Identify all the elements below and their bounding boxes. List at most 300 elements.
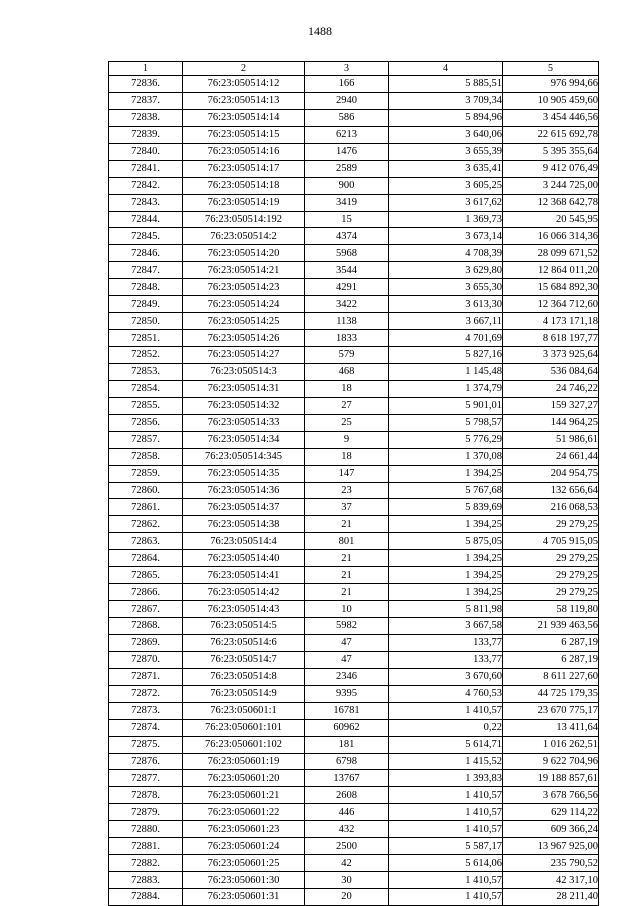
- rate-cell: 5 901,01: [389, 397, 503, 414]
- row-number-cell: 72882.: [109, 855, 183, 872]
- row-number-cell: 72860.: [109, 482, 183, 499]
- rate-cell: 5 776,29: [389, 431, 503, 448]
- row-number-cell: 72840.: [109, 143, 183, 160]
- value-cell: 58 119,80: [503, 601, 599, 618]
- row-number-cell: 72856.: [109, 414, 183, 431]
- cadastral-number-cell: 76:23:050514:2: [183, 228, 305, 245]
- value-cell: 28 211,40: [503, 889, 599, 906]
- area-cell: 3419: [305, 194, 389, 211]
- area-cell: 5982: [305, 618, 389, 635]
- column-header-1: 1: [109, 62, 183, 76]
- area-cell: 13767: [305, 770, 389, 787]
- cadastral-number-cell: 76:23:050514:43: [183, 601, 305, 618]
- row-number-cell: 72838.: [109, 109, 183, 126]
- table-row: [109, 651, 599, 668]
- row-number-cell: 72848.: [109, 279, 183, 296]
- table-row: [109, 92, 599, 109]
- rate-cell: 3 670,60: [389, 668, 503, 685]
- table-row: [109, 262, 599, 279]
- area-cell: 801: [305, 533, 389, 550]
- value-cell: 3 678 766,56: [503, 787, 599, 804]
- cadastral-number-cell: 76:23:050514:24: [183, 296, 305, 313]
- value-cell: 216 068,53: [503, 499, 599, 516]
- row-number-cell: 72863.: [109, 533, 183, 550]
- rate-cell: 5 827,16: [389, 347, 503, 364]
- value-cell: 22 615 692,78: [503, 126, 599, 143]
- value-cell: 29 279,25: [503, 584, 599, 601]
- area-cell: 47: [305, 651, 389, 668]
- value-cell: 235 790,52: [503, 855, 599, 872]
- table-row: [109, 76, 599, 93]
- cadastral-number-cell: 76:23:050601:30: [183, 872, 305, 889]
- rate-cell: 1 394,25: [389, 584, 503, 601]
- row-number-cell: 72874.: [109, 719, 183, 736]
- table-row: [109, 787, 599, 804]
- area-cell: 2346: [305, 668, 389, 685]
- table-row: [109, 889, 599, 906]
- table-row: [109, 770, 599, 787]
- value-cell: 159 327,27: [503, 397, 599, 414]
- row-number-cell: 72846.: [109, 245, 183, 262]
- row-number-cell: 72881.: [109, 838, 183, 855]
- table-row: [109, 194, 599, 211]
- rate-cell: 1 369,73: [389, 211, 503, 228]
- column-header-5: 5: [503, 62, 599, 76]
- row-number-cell: 72855.: [109, 397, 183, 414]
- row-number-cell: 72853.: [109, 363, 183, 380]
- area-cell: 147: [305, 465, 389, 482]
- area-cell: 21: [305, 584, 389, 601]
- value-cell: 24 746,22: [503, 380, 599, 397]
- rate-cell: 5 839,69: [389, 499, 503, 516]
- value-cell: 24 661,44: [503, 448, 599, 465]
- table-row: [109, 313, 599, 330]
- table-row: [109, 279, 599, 296]
- area-cell: 18: [305, 448, 389, 465]
- cadastral-number-cell: 76:23:050514:27: [183, 347, 305, 364]
- row-number-cell: 72847.: [109, 262, 183, 279]
- value-cell: 3 373 925,64: [503, 347, 599, 364]
- cadastral-number-cell: 76:23:050601:25: [183, 855, 305, 872]
- rate-cell: 4 701,69: [389, 330, 503, 347]
- rate-cell: 5 811,98: [389, 601, 503, 618]
- value-cell: 6 287,19: [503, 634, 599, 651]
- table-row: [109, 363, 599, 380]
- area-cell: 2608: [305, 787, 389, 804]
- cadastral-number-cell: 76:23:050514:20: [183, 245, 305, 262]
- cadastral-number-cell: 76:23:050514:9: [183, 685, 305, 702]
- rate-cell: 1 145,48: [389, 363, 503, 380]
- value-cell: 29 279,25: [503, 516, 599, 533]
- rate-cell: 133,77: [389, 634, 503, 651]
- table-row: [109, 584, 599, 601]
- area-cell: 1138: [305, 313, 389, 330]
- table-row: [109, 397, 599, 414]
- value-cell: 20 545,95: [503, 211, 599, 228]
- rate-cell: 3 655,39: [389, 143, 503, 160]
- value-cell: 23 670 775,17: [503, 702, 599, 719]
- rate-cell: 5 798,57: [389, 414, 503, 431]
- table-row: [109, 296, 599, 313]
- row-number-cell: 72878.: [109, 787, 183, 804]
- table-row: [109, 567, 599, 584]
- value-cell: 3 454 446,56: [503, 109, 599, 126]
- cadastral-number-cell: 76:23:050601:20: [183, 770, 305, 787]
- area-cell: 9395: [305, 685, 389, 702]
- area-cell: 21: [305, 567, 389, 584]
- row-number-cell: 72837.: [109, 92, 183, 109]
- table-row: [109, 719, 599, 736]
- row-number-cell: 72884.: [109, 889, 183, 906]
- table-row: [109, 838, 599, 855]
- area-cell: 15: [305, 211, 389, 228]
- value-cell: 10 905 459,60: [503, 92, 599, 109]
- area-cell: 6798: [305, 753, 389, 770]
- rate-cell: 3 655,30: [389, 279, 503, 296]
- value-cell: 204 954,75: [503, 465, 599, 482]
- rate-cell: 3 640,06: [389, 126, 503, 143]
- row-number-cell: 72845.: [109, 228, 183, 245]
- table-row: [109, 160, 599, 177]
- value-cell: 28 099 671,52: [503, 245, 599, 262]
- cadastral-number-cell: 76:23:050514:5: [183, 618, 305, 635]
- area-cell: 37: [305, 499, 389, 516]
- area-cell: 2940: [305, 92, 389, 109]
- row-number-cell: 72854.: [109, 380, 183, 397]
- table-row: [109, 804, 599, 821]
- table-row: [109, 736, 599, 753]
- table-row: [109, 753, 599, 770]
- rate-cell: 3 667,11: [389, 313, 503, 330]
- header-row: [109, 62, 599, 76]
- table-row: [109, 177, 599, 194]
- area-cell: 1476: [305, 143, 389, 160]
- area-cell: 468: [305, 363, 389, 380]
- row-number-cell: 72870.: [109, 651, 183, 668]
- table-row: [109, 431, 599, 448]
- area-cell: 21: [305, 516, 389, 533]
- rate-cell: 3 667,58: [389, 618, 503, 635]
- cadastral-number-cell: 76:23:050514:3: [183, 363, 305, 380]
- rate-cell: 0,22: [389, 719, 503, 736]
- area-cell: 900: [305, 177, 389, 194]
- row-number-cell: 72864.: [109, 550, 183, 567]
- rate-cell: 1 410,57: [389, 889, 503, 906]
- row-number-cell: 72836.: [109, 76, 183, 93]
- table-row: [109, 448, 599, 465]
- table-row: [109, 211, 599, 228]
- cadastral-number-cell: 76:23:050601:19: [183, 753, 305, 770]
- row-number-cell: 72880.: [109, 821, 183, 838]
- rate-cell: 5 894,96: [389, 109, 503, 126]
- area-cell: 4374: [305, 228, 389, 245]
- cadastral-number-cell: 76:23:050514:31: [183, 380, 305, 397]
- row-number-cell: 72867.: [109, 601, 183, 618]
- table-row: [109, 228, 599, 245]
- rate-cell: 3 617,62: [389, 194, 503, 211]
- rate-cell: 1 394,25: [389, 516, 503, 533]
- table-row: [109, 634, 599, 651]
- table-row: [109, 482, 599, 499]
- cadastral-number-cell: 76:23:050514:6: [183, 634, 305, 651]
- table-row: [109, 601, 599, 618]
- value-cell: 15 684 892,30: [503, 279, 599, 296]
- value-cell: 12 864 011,20: [503, 262, 599, 279]
- cadastral-number-cell: 76:23:050514:35: [183, 465, 305, 482]
- value-cell: 16 066 314,36: [503, 228, 599, 245]
- row-number-cell: 72842.: [109, 177, 183, 194]
- row-number-cell: 72875.: [109, 736, 183, 753]
- cadastral-number-cell: 76:23:050514:192: [183, 211, 305, 228]
- rate-cell: 3 635,41: [389, 160, 503, 177]
- value-cell: 4 173 171,18: [503, 313, 599, 330]
- cadastral-number-cell: 76:23:050514:26: [183, 330, 305, 347]
- row-number-cell: 72852.: [109, 347, 183, 364]
- cadastral-number-cell: 76:23:050514:19: [183, 194, 305, 211]
- row-number-cell: 72869.: [109, 634, 183, 651]
- cadastral-number-cell: 76:23:050514:8: [183, 668, 305, 685]
- cadastral-number-cell: 76:23:050601:24: [183, 838, 305, 855]
- cadastral-number-cell: 76:23:050514:13: [183, 92, 305, 109]
- area-cell: 5968: [305, 245, 389, 262]
- cadastral-number-cell: 76:23:050514:4: [183, 533, 305, 550]
- area-cell: 586: [305, 109, 389, 126]
- row-number-cell: 72850.: [109, 313, 183, 330]
- value-cell: 13 411,64: [503, 719, 599, 736]
- table-row: [109, 330, 599, 347]
- table-row: [109, 550, 599, 567]
- value-cell: 51 986,61: [503, 431, 599, 448]
- area-cell: 579: [305, 347, 389, 364]
- column-header-3: 3: [305, 62, 389, 76]
- value-cell: 3 244 725,00: [503, 177, 599, 194]
- rate-cell: 3 673,14: [389, 228, 503, 245]
- rate-cell: 1 410,57: [389, 787, 503, 804]
- cadastral-number-cell: 76:23:050514:41: [183, 567, 305, 584]
- rate-cell: 3 629,80: [389, 262, 503, 279]
- value-cell: 44 725 179,35: [503, 685, 599, 702]
- area-cell: 30: [305, 872, 389, 889]
- cadastral-number-cell: 76:23:050601:1: [183, 702, 305, 719]
- rate-cell: 5 875,05: [389, 533, 503, 550]
- cadastral-number-cell: 76:23:050514:7: [183, 651, 305, 668]
- area-cell: 446: [305, 804, 389, 821]
- table-row: [109, 702, 599, 719]
- rate-cell: 133,77: [389, 651, 503, 668]
- rate-cell: 5 767,68: [389, 482, 503, 499]
- area-cell: 16781: [305, 702, 389, 719]
- cadastral-number-cell: 76:23:050514:345: [183, 448, 305, 465]
- row-number-cell: 72879.: [109, 804, 183, 821]
- row-number-cell: 72873.: [109, 702, 183, 719]
- table-row: [109, 414, 599, 431]
- value-cell: 976 994,66: [503, 76, 599, 93]
- row-number-cell: 72868.: [109, 618, 183, 635]
- cadastral-number-cell: 76:23:050514:33: [183, 414, 305, 431]
- value-cell: 132 656,64: [503, 482, 599, 499]
- rate-cell: 3 605,25: [389, 177, 503, 194]
- row-number-cell: 72849.: [109, 296, 183, 313]
- cadastral-number-cell: 76:23:050601:23: [183, 821, 305, 838]
- value-cell: 9 412 076,49: [503, 160, 599, 177]
- cadastral-number-cell: 76:23:050514:17: [183, 160, 305, 177]
- value-cell: 609 366,24: [503, 821, 599, 838]
- rate-cell: 1 410,57: [389, 821, 503, 838]
- value-cell: 13 967 925,00: [503, 838, 599, 855]
- area-cell: 60962: [305, 719, 389, 736]
- cadastral-number-cell: 76:23:050514:32: [183, 397, 305, 414]
- area-cell: 10: [305, 601, 389, 618]
- table-row: [109, 516, 599, 533]
- cadastral-number-cell: 76:23:050601:102: [183, 736, 305, 753]
- rate-cell: 1 393,83: [389, 770, 503, 787]
- cadastral-number-cell: 76:23:050514:21: [183, 262, 305, 279]
- table-row: [109, 685, 599, 702]
- area-cell: 27: [305, 397, 389, 414]
- value-cell: 12 368 642,78: [503, 194, 599, 211]
- cadastral-number-cell: 76:23:050514:15: [183, 126, 305, 143]
- table-row: [109, 347, 599, 364]
- value-cell: 29 279,25: [503, 567, 599, 584]
- rate-cell: 1 394,25: [389, 567, 503, 584]
- value-cell: 4 705 915,05: [503, 533, 599, 550]
- area-cell: 3422: [305, 296, 389, 313]
- row-number-cell: 72877.: [109, 770, 183, 787]
- page-number: 1488: [308, 24, 332, 38]
- cadastral-number-cell: 76:23:050514:16: [183, 143, 305, 160]
- table-row: [109, 465, 599, 482]
- area-cell: 18: [305, 380, 389, 397]
- value-cell: 9 622 704,96: [503, 753, 599, 770]
- row-number-cell: 72872.: [109, 685, 183, 702]
- row-number-cell: 72858.: [109, 448, 183, 465]
- area-cell: 21: [305, 550, 389, 567]
- area-cell: 9: [305, 431, 389, 448]
- rate-cell: 1 370,08: [389, 448, 503, 465]
- row-number-cell: 72883.: [109, 872, 183, 889]
- area-cell: 47: [305, 634, 389, 651]
- row-number-cell: 72865.: [109, 567, 183, 584]
- rate-cell: 3 709,34: [389, 92, 503, 109]
- cadastral-number-cell: 76:23:050514:12: [183, 76, 305, 93]
- value-cell: 12 364 712,60: [503, 296, 599, 313]
- row-number-cell: 72866.: [109, 584, 183, 601]
- row-number-cell: 72871.: [109, 668, 183, 685]
- cadastral-number-cell: 76:23:050514:37: [183, 499, 305, 516]
- table-row: [109, 872, 599, 889]
- rate-cell: 4 708,39: [389, 245, 503, 262]
- area-cell: 166: [305, 76, 389, 93]
- table-row: [109, 821, 599, 838]
- area-cell: 6213: [305, 126, 389, 143]
- area-cell: 432: [305, 821, 389, 838]
- rate-cell: 5 587,17: [389, 838, 503, 855]
- table-row: [109, 380, 599, 397]
- value-cell: 21 939 463,56: [503, 618, 599, 635]
- rate-cell: 1 394,25: [389, 550, 503, 567]
- cadastral-number-cell: 76:23:050514:42: [183, 584, 305, 601]
- table-row: [109, 143, 599, 160]
- table-row: [109, 618, 599, 635]
- row-number-cell: 72839.: [109, 126, 183, 143]
- area-cell: 2500: [305, 838, 389, 855]
- area-cell: 25: [305, 414, 389, 431]
- row-number-cell: 72859.: [109, 465, 183, 482]
- cadastral-number-cell: 76:23:050514:14: [183, 109, 305, 126]
- table-row: [109, 668, 599, 685]
- row-number-cell: 72841.: [109, 160, 183, 177]
- table-row: [109, 109, 599, 126]
- cadastral-number-cell: 76:23:050514:38: [183, 516, 305, 533]
- rate-cell: 1 410,57: [389, 702, 503, 719]
- rate-cell: 1 410,57: [389, 804, 503, 821]
- rate-cell: 4 760,53: [389, 685, 503, 702]
- cadastral-number-cell: 76:23:050514:36: [183, 482, 305, 499]
- row-number-cell: 72876.: [109, 753, 183, 770]
- value-cell: 1 016 262,51: [503, 736, 599, 753]
- value-cell: 8 611 227,60: [503, 668, 599, 685]
- table-row: [109, 126, 599, 143]
- rate-cell: 5 885,51: [389, 76, 503, 93]
- area-cell: 42: [305, 855, 389, 872]
- rate-cell: 3 613,30: [389, 296, 503, 313]
- area-cell: 2589: [305, 160, 389, 177]
- rate-cell: 1 374,79: [389, 380, 503, 397]
- cadastral-value-table: [108, 61, 599, 906]
- cadastral-number-cell: 76:23:050601:31: [183, 889, 305, 906]
- column-header-4: 4: [389, 62, 503, 76]
- value-cell: 6 287,19: [503, 651, 599, 668]
- value-cell: 29 279,25: [503, 550, 599, 567]
- cadastral-number-cell: 76:23:050514:40: [183, 550, 305, 567]
- rate-cell: 1 415,52: [389, 753, 503, 770]
- row-number-cell: 72843.: [109, 194, 183, 211]
- row-number-cell: 72857.: [109, 431, 183, 448]
- value-cell: 19 188 857,61: [503, 770, 599, 787]
- area-cell: 181: [305, 736, 389, 753]
- area-cell: 23: [305, 482, 389, 499]
- value-cell: 536 084,64: [503, 363, 599, 380]
- rate-cell: 5 614,06: [389, 855, 503, 872]
- rate-cell: 5 614,71: [389, 736, 503, 753]
- area-cell: 1833: [305, 330, 389, 347]
- cadastral-number-cell: 76:23:050601:22: [183, 804, 305, 821]
- column-header-2: 2: [183, 62, 305, 76]
- value-cell: 144 964,25: [503, 414, 599, 431]
- cadastral-number-cell: 76:23:050514:25: [183, 313, 305, 330]
- cadastral-number-cell: 76:23:050514:34: [183, 431, 305, 448]
- cadastral-number-cell: 76:23:050514:18: [183, 177, 305, 194]
- row-number-cell: 72861.: [109, 499, 183, 516]
- table-row: [109, 855, 599, 872]
- table-row: [109, 533, 599, 550]
- area-cell: 3544: [305, 262, 389, 279]
- table-row: [109, 245, 599, 262]
- cadastral-number-cell: 76:23:050514:23: [183, 279, 305, 296]
- row-number-cell: 72862.: [109, 516, 183, 533]
- value-cell: 42 317,10: [503, 872, 599, 889]
- area-cell: 4291: [305, 279, 389, 296]
- value-cell: 5 395 355,64: [503, 143, 599, 160]
- cadastral-number-cell: 76:23:050601:101: [183, 719, 305, 736]
- area-cell: 20: [305, 889, 389, 906]
- cadastral-number-cell: 76:23:050601:21: [183, 787, 305, 804]
- table-body: [109, 76, 599, 906]
- row-number-cell: 72851.: [109, 330, 183, 347]
- value-cell: 8 618 197,77: [503, 330, 599, 347]
- row-number-cell: 72844.: [109, 211, 183, 228]
- rate-cell: 1 410,57: [389, 872, 503, 889]
